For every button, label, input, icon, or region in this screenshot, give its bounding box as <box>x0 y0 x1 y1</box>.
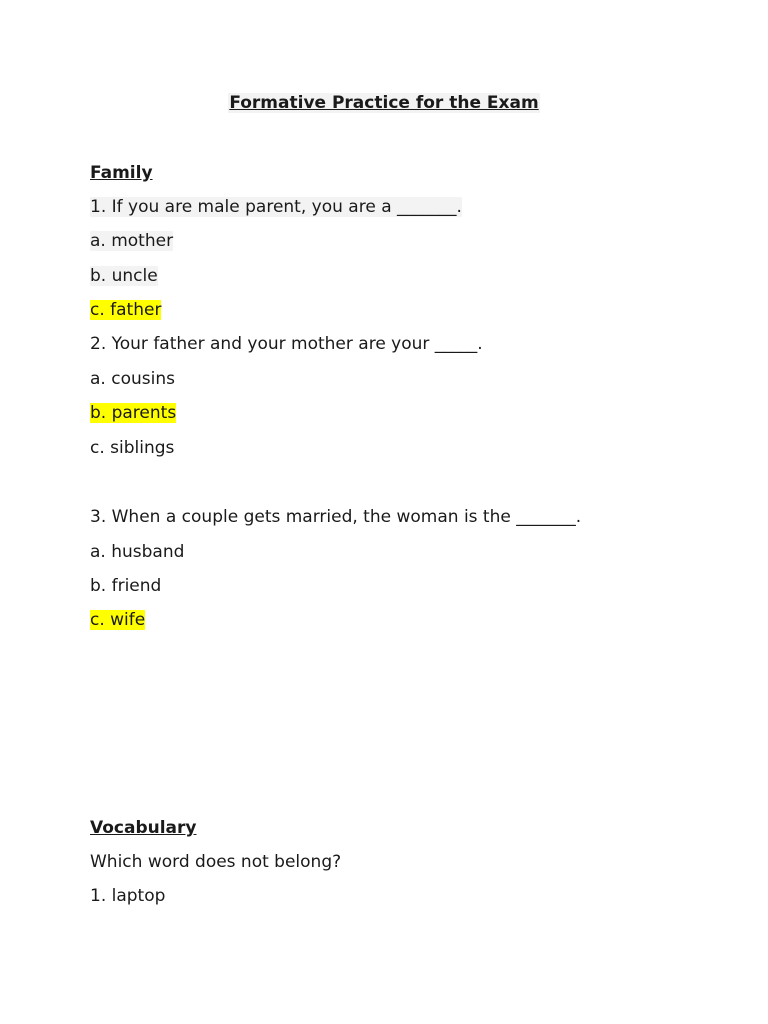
question-1-text: 1. If you are male parent, you are a _______. <box>90 197 462 217</box>
question-2: 2. Your father and your mother are your _____. <box>90 334 483 354</box>
section-heading-vocabulary: Vocabulary <box>90 818 197 838</box>
question-1-option-c-answer <box>90 299 161 321</box>
question-1-option-a <box>90 230 173 252</box>
option-text: a. mother <box>90 231 174 251</box>
vocabulary-prompt: Which word does not belong? <box>90 852 342 872</box>
question-2-option-c: c. siblings <box>90 438 175 458</box>
question-1 <box>90 196 462 218</box>
section-heading-family: Family <box>90 163 153 183</box>
title-text: Formative Practice for the Exam <box>229 93 539 113</box>
highlighted-answer: b. parents <box>90 403 177 423</box>
question-3-option-b: b. friend <box>90 576 162 596</box>
question-3: 3. When a couple gets married, the woman is the _______. <box>90 507 582 527</box>
vocabulary-item-1: 1. laptop <box>90 886 166 906</box>
question-2-option-a: a. cousins <box>90 369 175 389</box>
option-text: b. uncle <box>90 266 158 286</box>
question-2-option-b-answer <box>90 402 176 424</box>
document-title <box>0 92 768 114</box>
question-1-option-b <box>90 265 158 287</box>
question-3-option-c-answer <box>90 609 145 631</box>
highlighted-answer: c. father <box>90 300 162 320</box>
highlighted-answer: c. wife <box>90 610 146 630</box>
question-3-option-a: a. husband <box>90 542 185 562</box>
